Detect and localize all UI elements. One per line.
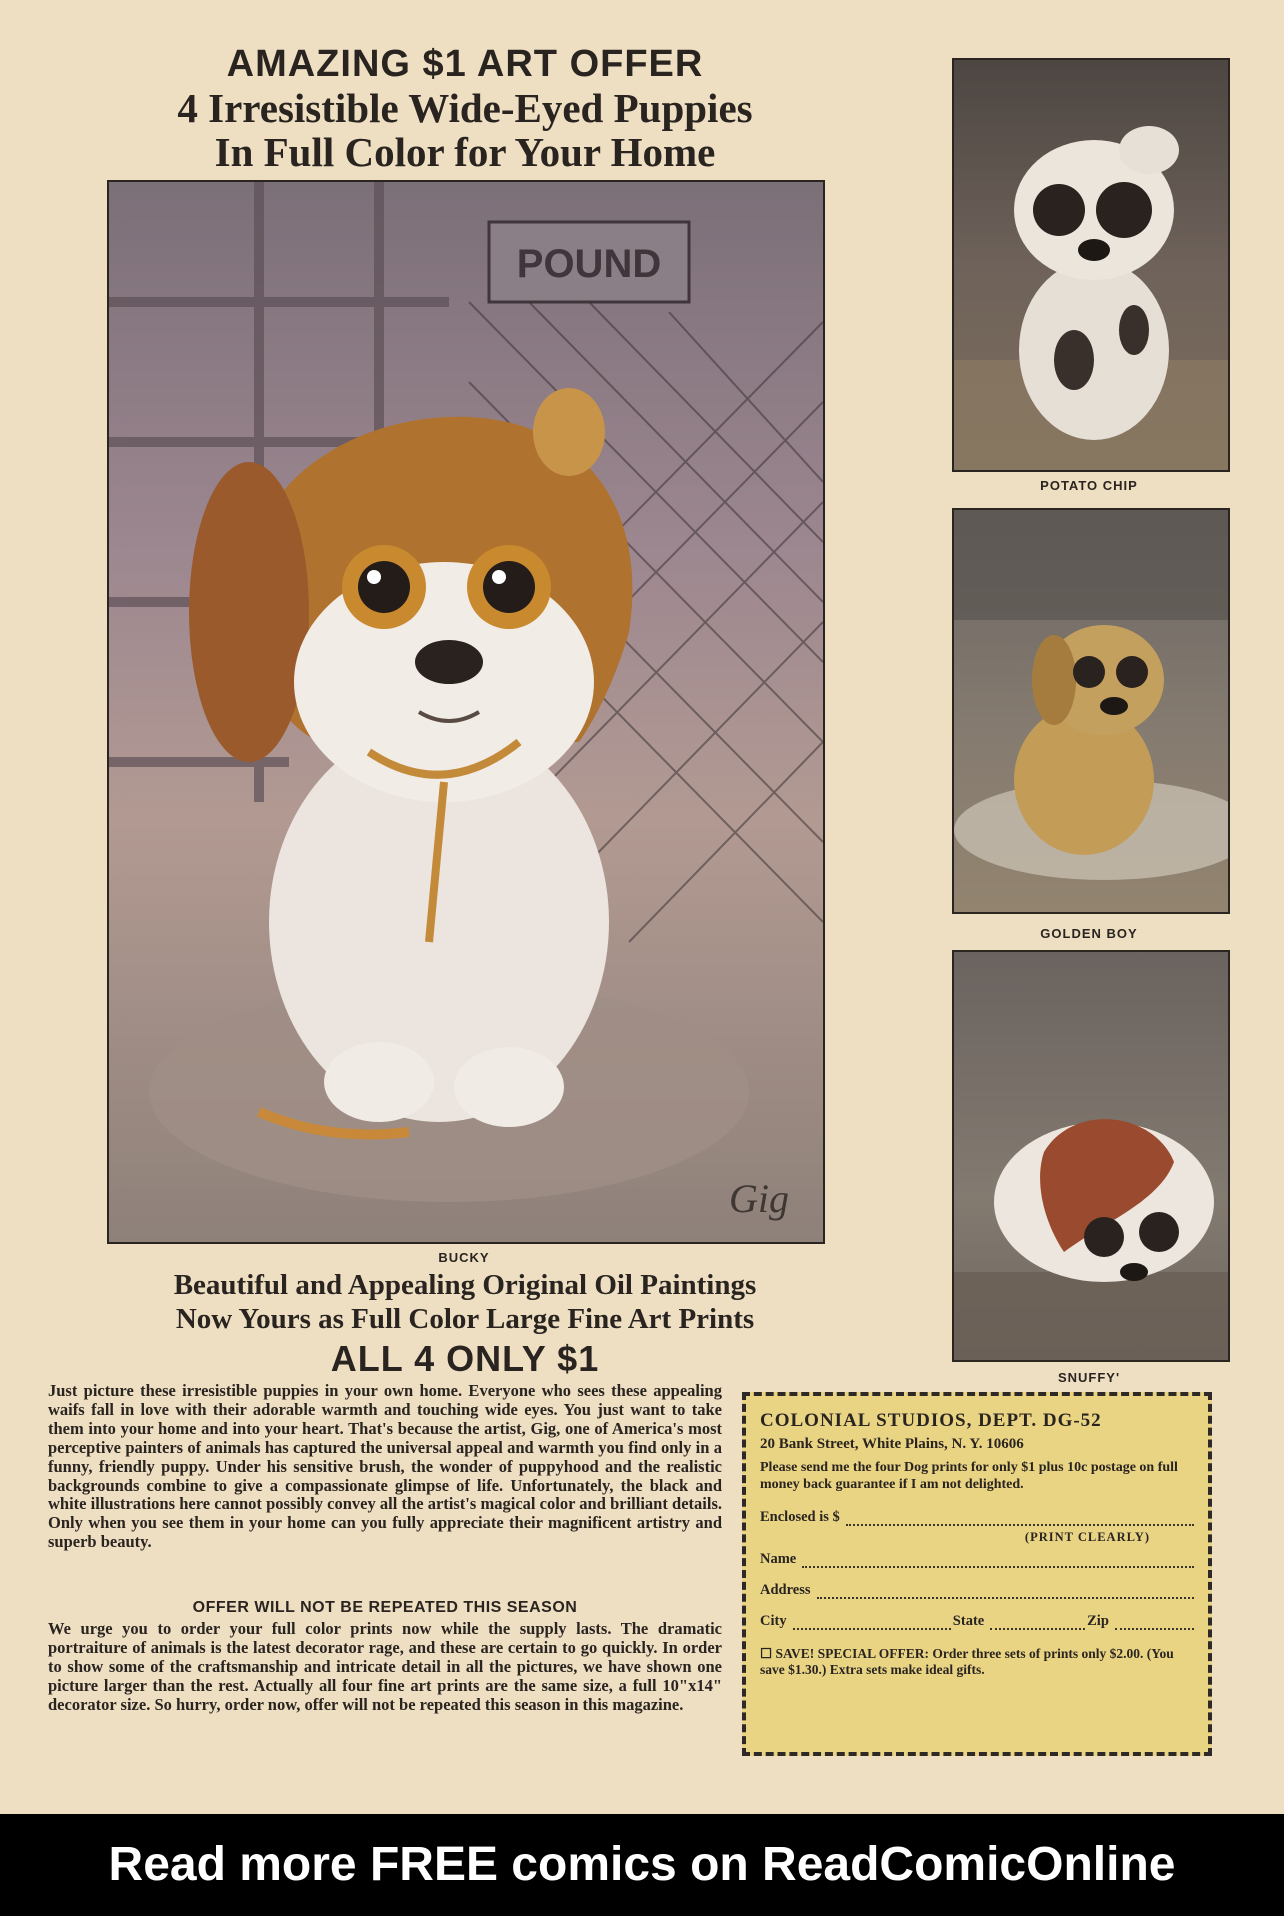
coupon-instructions: Please send me the four Dog prints for only $1 plus 10c postage on full money back guarantee if I am not delighted. xyxy=(760,1460,1178,1492)
readcomiconline-banner[interactable]: Read more FREE comics on ReadComicOnline xyxy=(0,1814,1284,1916)
bucky-painting xyxy=(107,180,825,1244)
city-field[interactable] xyxy=(793,1616,951,1630)
snuffy-caption: SNUFFY' xyxy=(1057,1370,1121,1385)
address-label: Address xyxy=(760,1582,811,1598)
zip-field[interactable] xyxy=(1115,1616,1194,1630)
headline-puppies: 4 Irresistible Wide-Eyed Puppies xyxy=(177,85,753,131)
body-paragraph-1: Just picture these irresistible puppies in your own home. Everyone who sees these appealing waifs fall in love with their adorable warmth and touching wide eyes. You just want to take them into your home and into your heart. That's because the artist, Gig, one of America's most perceptive painters of animals has captured the universal appeal and warmth you find only in a funny, friendly puppy. Under his sensitive brush, the wonder of puppyhood and the realistic backgrounds combine to give a compassionate glimpse of life. Unfortunately, the black and white illustrations here cannot possibly convey all the artist's magical color and brilliant details. Only when you see them in your home can you fully appreciate their magnificent artistry and superb beauty. xyxy=(48,1381,722,1552)
potato-chip-caption: POTATO CHIP xyxy=(1040,478,1138,493)
print-clearly-note: (PRINT CLEARLY) xyxy=(1024,1530,1150,1544)
pound-sign-text: POUND xyxy=(516,242,662,286)
address-field[interactable] xyxy=(817,1585,1195,1599)
special-offer xyxy=(760,1646,1196,1678)
special-offer-checkbox[interactable]: ☐ xyxy=(760,1646,773,1661)
golden-boy-painting xyxy=(952,508,1230,914)
name-label: Name xyxy=(760,1551,797,1567)
svg-text:Gig: Gig xyxy=(729,1176,789,1221)
coupon-address: 20 Bank Street, White Plains, N. Y. 10606 xyxy=(760,1436,1024,1452)
subheadline-line2: Now Yours as Full Color Large Fine Art Prints xyxy=(175,1303,755,1335)
potato-chip-illustration xyxy=(954,60,1228,470)
body-paragraph-2: We urge you to order your full color prints now while the supply lasts. The dramatic portraiture of animals is the latest decorator rage, and these are certain to go quickly. In order to show some of the craftsmanship and intricate detail in all the pictures, we have shown one picture larger than the rest. Actually all four fine art prints are the same size, a full 10"x14" decorator size. So hurry, order now, offer will not be repeated this season in this magazine. xyxy=(48,1619,722,1714)
golden-boy-caption: GOLDEN BOY xyxy=(1040,926,1138,941)
bucky-illustration xyxy=(109,182,823,1242)
subheadline xyxy=(95,1268,835,1336)
bucky-caption: BUCKY xyxy=(438,1250,490,1265)
enclosed-label: Enclosed is $ xyxy=(760,1509,840,1525)
price-banner: ALL 4 ONLY $1 xyxy=(330,1338,600,1379)
special-offer-text: SAVE! SPECIAL OFFER: Order three sets of prints only $2.00. (You save $1.30.) Extra sets make ideal gifts. xyxy=(760,1646,1174,1677)
snuffy-painting xyxy=(952,950,1230,1362)
subheadline-line1: Beautiful and Appealing Original Oil Paintings xyxy=(173,1269,757,1301)
coupon-title: COLONIAL STUDIOS, DEPT. DG-52 xyxy=(760,1410,1102,1431)
headline-amazing: AMAZING $1 ART OFFER xyxy=(226,43,704,85)
potato-chip-painting xyxy=(952,58,1230,472)
city-label: City xyxy=(760,1613,787,1629)
headline xyxy=(95,42,835,174)
enclosed-amount-field[interactable] xyxy=(846,1512,1194,1526)
name-field[interactable] xyxy=(802,1554,1194,1568)
headline-full-color: In Full Color for Your Home xyxy=(214,129,716,175)
order-coupon xyxy=(742,1392,1212,1756)
zip-label: Zip xyxy=(1087,1613,1109,1629)
state-field[interactable] xyxy=(990,1616,1085,1630)
state-label: State xyxy=(952,1613,985,1629)
golden-boy-illustration xyxy=(954,510,1228,912)
offer-heading: OFFER WILL NOT BE REPEATED THIS SEASON xyxy=(192,1599,578,1616)
snuffy-illustration xyxy=(954,952,1228,1360)
